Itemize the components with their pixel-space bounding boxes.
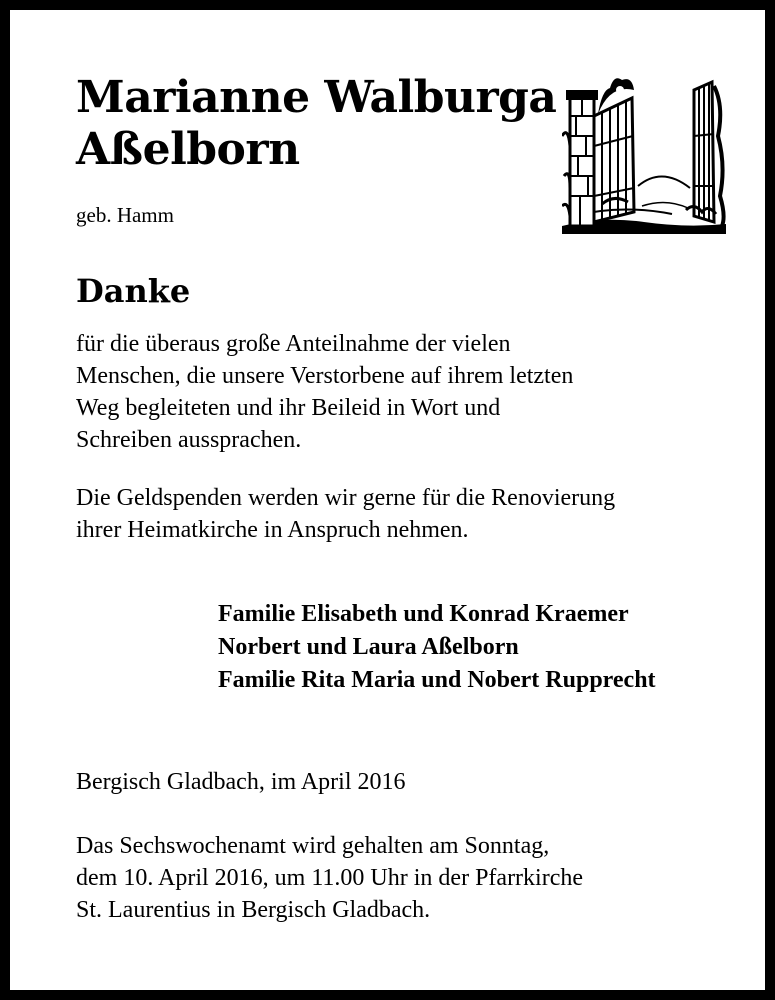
open-garden-gate-icon: [562, 76, 726, 234]
signature-line: Familie Elisabeth und Konrad Kraemer: [218, 601, 629, 627]
deceased-name-line-2: Aßelborn: [76, 124, 300, 175]
place-date: [76, 766, 406, 798]
service-line: Das Sechswochenamt wird gehalten am Sonntag,: [76, 833, 550, 859]
thanks-line: für die überaus große Anteilnahme der vielen: [76, 331, 511, 357]
thanks-line: Weg begleiteten und ihr Beileid in Wort und: [76, 395, 501, 421]
thanks-paragraph: [76, 328, 573, 456]
donations-paragraph: [76, 482, 615, 546]
donations-line: Die Geldspenden werden wir gerne für die Renovierung: [76, 485, 616, 511]
deceased-name: [76, 72, 556, 176]
place-date-text: Bergisch Gladbach, im April 2016: [76, 769, 406, 795]
thanks-line: Schreiben aussprachen.: [76, 427, 302, 453]
heading-danke: Danke: [76, 272, 191, 310]
thanks-line: Menschen, die unsere Verstorbene auf ihrem letzten: [76, 363, 574, 389]
service-announcement: [76, 830, 583, 926]
service-line: St. Laurentius in Bergisch Gladbach.: [76, 897, 431, 923]
deceased-name-line-1: Marianne Walburga: [76, 72, 557, 123]
signature-line: Familie Rita Maria und Nobert Rupprecht: [218, 667, 656, 693]
signature-line: Norbert und Laura Aßelborn: [218, 634, 519, 660]
maiden-name: geb. Hamm: [76, 203, 174, 227]
donations-line: ihrer Heimatkirche in Anspruch nehmen.: [76, 517, 469, 543]
family-signatures: [218, 598, 656, 697]
service-line: dem 10. April 2016, um 11.00 Uhr in der Pfarrkirche: [76, 865, 584, 891]
